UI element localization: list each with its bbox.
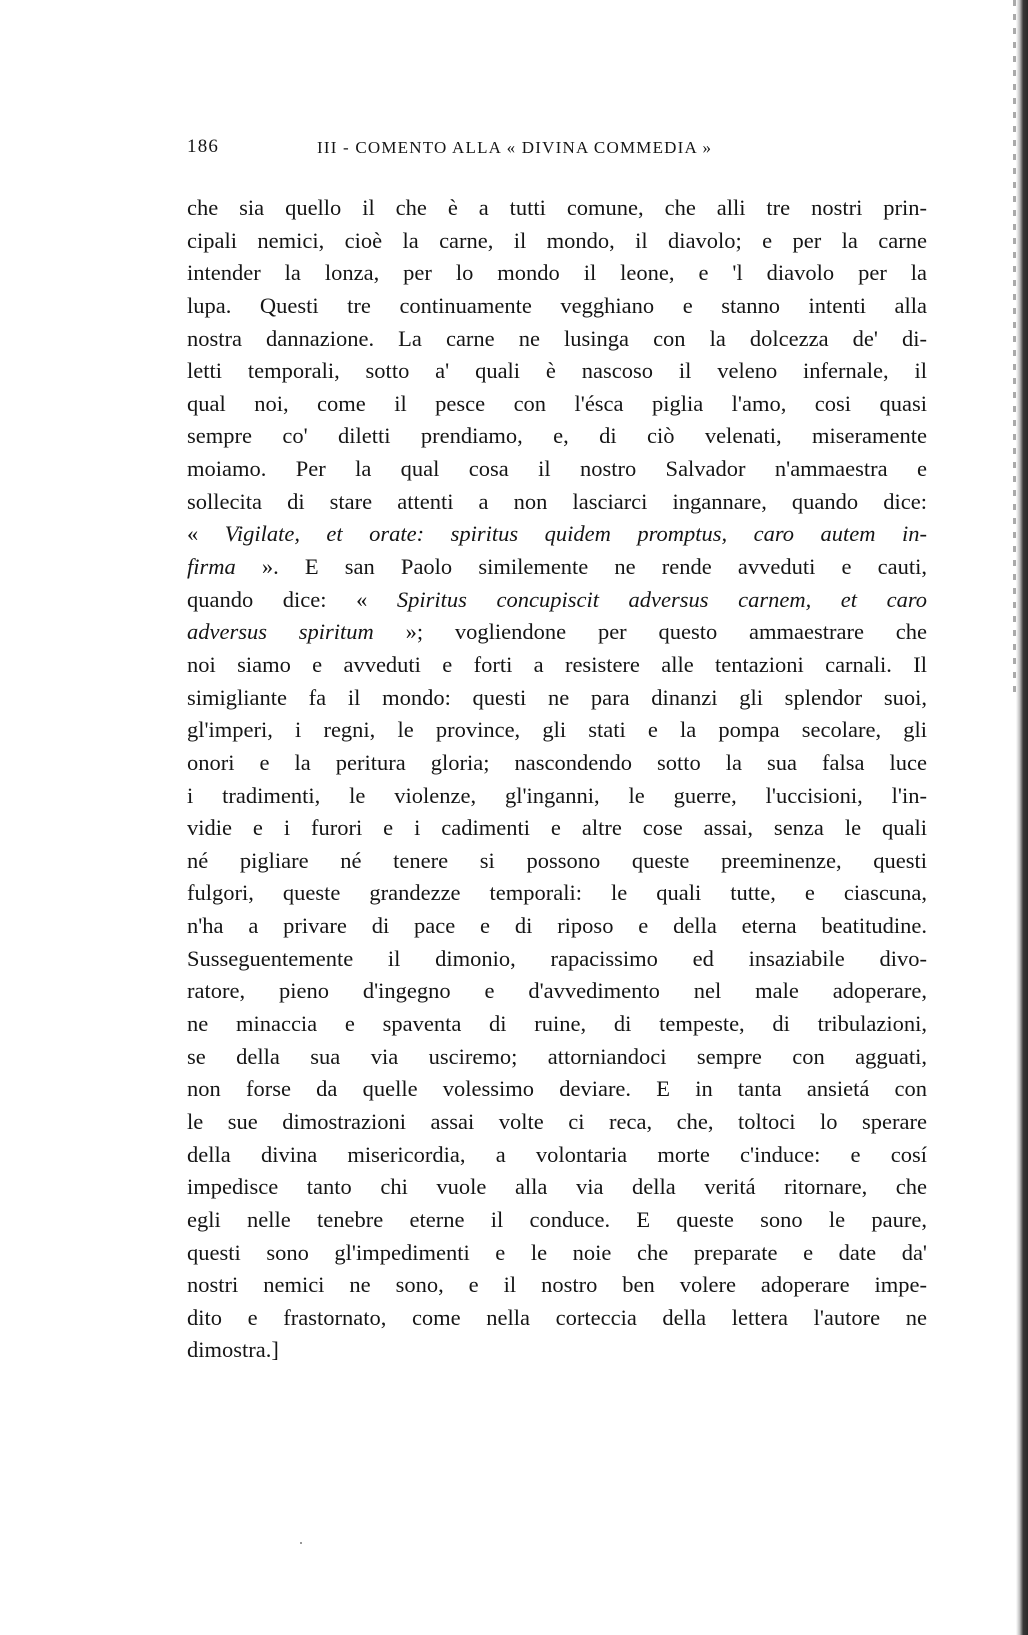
scan-border	[1016, 0, 1028, 1635]
text-segment: se della sua via usciremo; attorniandoci sempre con agguati,	[187, 1043, 927, 1069]
text-segment: impedisce tanto chi vuole alla via della veritá ritornare, che	[187, 1174, 927, 1200]
text-line	[187, 1073, 927, 1106]
scan-speck	[300, 1542, 302, 1544]
text-line	[187, 812, 927, 845]
text-line	[187, 845, 927, 878]
text-line	[187, 1008, 927, 1041]
text-line	[187, 453, 927, 486]
text-line	[187, 420, 927, 453]
text-segment: n'ha a privare di pace e di riposo e della eterna beatitudine.	[187, 913, 927, 939]
text-segment: qual noi, come il pesce con l'ésca piglia l'amo, cosi quasi	[187, 390, 927, 416]
text-segment: nostri nemici ne sono, e il nostro ben volere adoperare impe-	[187, 1272, 927, 1298]
text-line	[187, 1171, 927, 1204]
text-segment: egli nelle tenebre eterne il conduce. E queste sono le paure,	[187, 1206, 927, 1232]
text-line	[187, 747, 927, 780]
text-segment: intender la lonza, per lo mondo il leone, e 'l diavolo per la	[187, 260, 927, 286]
running-title: III - COMENTO ALLA « DIVINA COMMEDIA »	[317, 138, 713, 157]
text-segment: le sue dimostrazioni assai volte ci reca, che, toltoci lo sperare	[187, 1108, 927, 1134]
text-line	[187, 323, 927, 356]
text-line	[187, 486, 927, 519]
text-line	[187, 1237, 927, 1270]
text-line	[187, 877, 927, 910]
text-line	[187, 1269, 927, 1302]
scan-border-artifact	[1013, 0, 1016, 700]
text-line	[187, 943, 927, 976]
text-segment: della divina misericordia, a volontaria morte c'induce: e cosí	[187, 1141, 927, 1167]
text-line	[187, 682, 927, 715]
page-number: 186	[187, 136, 220, 157]
text-line	[187, 1302, 927, 1335]
text-segment: letti temporali, sotto a' quali è nascoso il veleno infernale, il	[187, 358, 927, 384]
text-line	[187, 584, 927, 617]
text-line	[187, 649, 927, 682]
italic-quotation: Vigilate, et orate: spiritus quidem promptus, caro autem in-	[224, 521, 928, 547]
text-segment: ratore, pieno d'ingegno e d'avvedimento nel male adoperare,	[187, 978, 927, 1004]
italic-quotation: adversus spiritum	[187, 619, 374, 645]
text-segment: cipali nemici, cioè la carne, il mondo, il diavolo; e per la carne	[187, 227, 927, 253]
text-line	[187, 388, 927, 421]
text-segment: «	[187, 521, 225, 547]
text-line	[187, 257, 927, 290]
text-line	[187, 551, 927, 584]
text-segment: simigliante fa il mondo: questi ne para dinanzi gli splendor suoi,	[187, 684, 927, 710]
text-segment: ». E san Paolo similemente ne rende avveduti e cauti,	[235, 554, 927, 580]
text-segment: sollecita di stare attenti a non lasciarci ingannare, quando dice:	[187, 488, 927, 514]
text-line	[187, 1041, 927, 1074]
text-segment: quando dice: «	[187, 586, 397, 612]
text-segment: questi sono gl'impedimenti e le noie che preparate e date da'	[187, 1239, 927, 1265]
text-line	[187, 780, 927, 813]
text-line	[187, 355, 927, 388]
text-line	[187, 518, 927, 551]
text-segment: gl'imperi, i regni, le province, gli stati e la pompa secolare, gli	[187, 717, 927, 743]
text-line	[187, 1106, 927, 1139]
text-segment: dito e frastornato, come nella corteccia della lettera l'autore ne	[187, 1304, 927, 1330]
text-line	[187, 910, 927, 943]
text-line	[187, 225, 927, 258]
text-segment: moiamo. Per la qual cosa il nostro Salvador n'ammaestra e	[187, 456, 927, 482]
body-text	[187, 192, 927, 1367]
text-line	[187, 714, 927, 747]
text-segment: sempre co' diletti prendiamo, e, di ciò velenati, miseramente	[187, 423, 927, 449]
text-segment: noi siamo e avveduti e forti a resistere alle tentazioni carnali. Il	[187, 651, 927, 677]
text-segment: lupa. Questi tre continuamente vegghiano e stanno intenti alla	[187, 292, 927, 318]
page-header	[187, 136, 927, 162]
text-segment: dimostra.]	[187, 1337, 279, 1363]
text-line	[187, 616, 927, 649]
text-line	[187, 1139, 927, 1172]
text-segment: non forse da quelle volessimo deviare. E in tanta ansietá con	[187, 1076, 927, 1102]
text-line	[187, 290, 927, 323]
text-segment: Susseguentemente il dimonio, rapacissimo ed insaziabile divo-	[187, 945, 927, 971]
text-segment: vidie e i furori e i cadimenti e altre cose assai, senza le quali	[187, 815, 927, 841]
italic-quotation: firma	[187, 554, 236, 580]
text-segment: nostra dannazione. La carne ne lusinga con la dolcezza de' di-	[187, 325, 927, 351]
text-segment: fulgori, queste grandezze temporali: le quali tutte, e ciascuna,	[187, 880, 927, 906]
text-line	[187, 192, 927, 225]
text-line	[187, 975, 927, 1008]
text-segment: né pigliare né tenere si possono queste preeminenze, questi	[187, 847, 927, 873]
text-line	[187, 1334, 927, 1367]
text-segment: i tradimenti, le violenze, gl'inganni, le guerre, l'uccisioni, l'in-	[187, 782, 927, 808]
italic-quotation: Spiritus concupiscit adversus carnem, et caro	[396, 586, 927, 612]
text-segment: »; vogliendone per questo ammaestrare che	[373, 619, 927, 645]
text-segment: ne minaccia e spaventa di ruine, di tempeste, di tribulazioni,	[187, 1011, 927, 1037]
text-segment: onori e la peritura gloria; nascondendo sotto la sua falsa luce	[187, 749, 927, 775]
text-line	[187, 1204, 927, 1237]
text-segment: che sia quello il che è a tutti comune, che alli tre nostri prin-	[187, 195, 927, 220]
